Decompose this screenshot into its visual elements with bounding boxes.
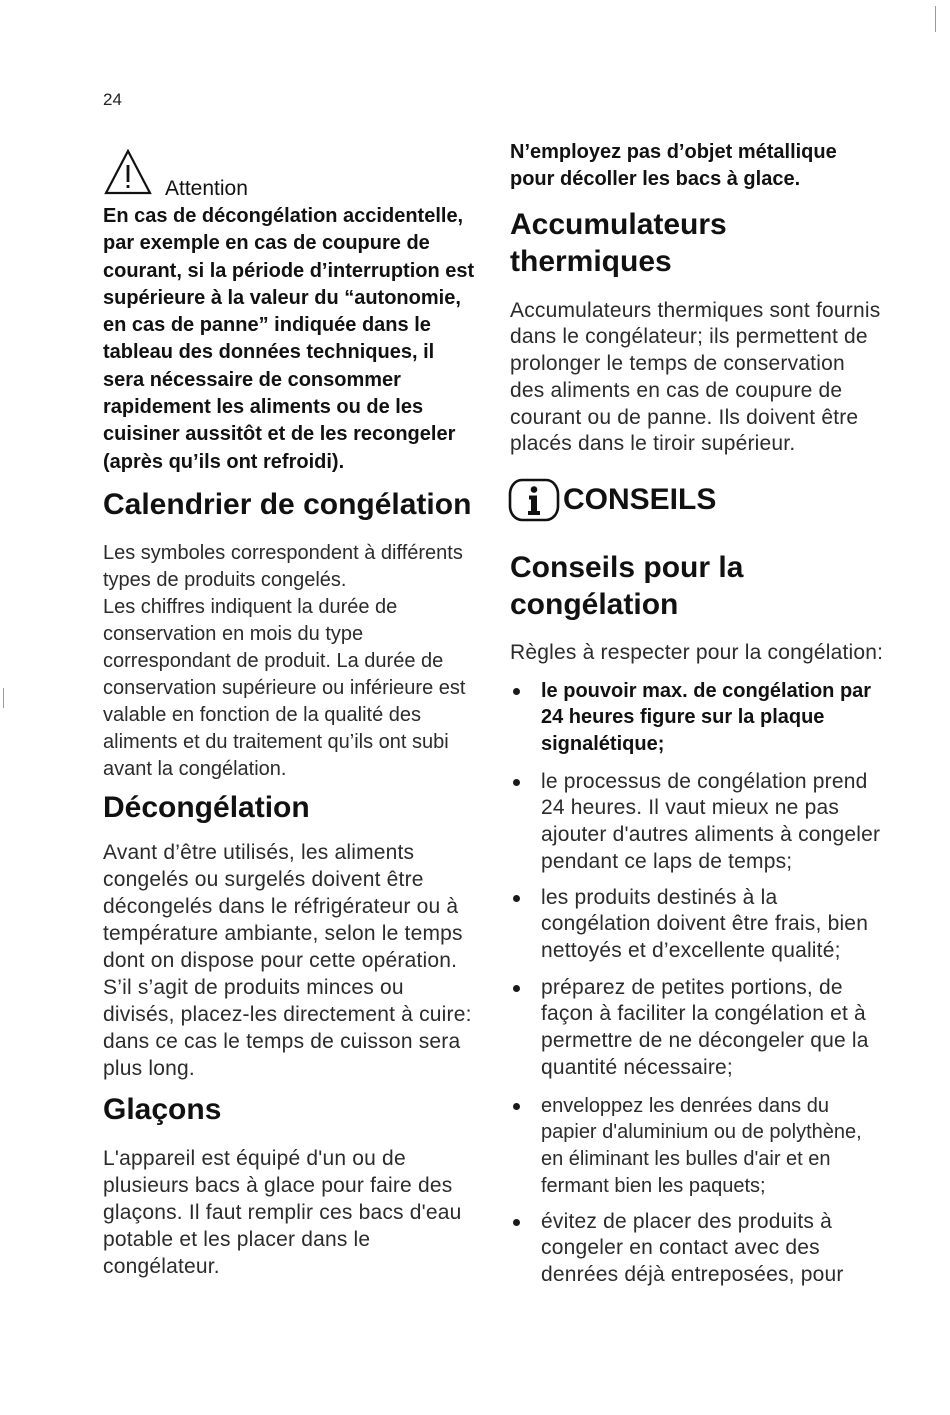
bullet-marker — [513, 1219, 520, 1226]
attention-line: sera nécessaire de consommer — [103, 368, 401, 391]
attention-line: en cas de panne” indiquée dans le — [103, 314, 431, 337]
list-item — [541, 769, 880, 876]
attention-line: par exemple en cas de coupure de — [103, 232, 430, 255]
list-item-line: permettre de ne décongeler que la — [541, 1029, 869, 1053]
scan-mark — [3, 688, 4, 708]
accumulateurs-line: des aliments en cas de coupure de — [510, 378, 843, 402]
accumulateurs-line: prolonger le temps de conservation — [510, 352, 845, 376]
glacons-line: L'appareil est équipé d'un ou de — [103, 1146, 406, 1170]
list-item — [541, 1093, 862, 1200]
conseils-label: CONSEILS — [563, 483, 717, 516]
list-item — [541, 885, 868, 965]
calendrier-line: conservation en mois du type — [103, 622, 364, 645]
list-item-line: évitez de placer des produits à — [541, 1209, 833, 1233]
glacons-note-line: pour décoller les bacs à glace. — [510, 168, 801, 190]
decongelation-line: S’il s’agit de produits minces ou — [103, 975, 404, 999]
list-item — [541, 975, 869, 1082]
calendrier-line: types de produits congelés. — [103, 568, 347, 591]
accumulateurs-line: dans le congélateur; ils permettent de — [510, 325, 868, 349]
list-item-line: congeler en contact avec des — [541, 1236, 820, 1260]
decongelation-line: congelés ou surgelés doivent être — [103, 867, 424, 891]
glacons-note-line: N’employez pas d’objet métallique — [510, 140, 837, 163]
accumulateurs-paragraph — [510, 298, 880, 459]
conseils-intro-line: Règles à respecter pour la congélation: — [510, 640, 884, 664]
attention-paragraph — [103, 203, 474, 476]
bullet-marker — [513, 895, 520, 902]
list-item-line: pendant ce laps de temps; — [541, 849, 793, 873]
accumulateurs-line: Accumulateurs thermiques sont fournis — [510, 298, 881, 322]
bullet-marker — [513, 779, 520, 786]
list-item-line: papier d'aluminium ou de polythène, — [541, 1121, 862, 1144]
list-item-line: le processus de congélation prend — [541, 769, 868, 793]
conseils-heading-line: congélation — [510, 587, 679, 621]
list-item-line: 24 heures. Il vaut mieux ne pas — [541, 796, 840, 820]
calendrier-heading: Calendrier de congélation — [103, 488, 472, 521]
decongelation-heading: Décongélation — [103, 791, 310, 824]
decongelation-line: décongelés dans le réfrigérateur ou à — [103, 894, 459, 918]
scan-mark — [935, 6, 936, 32]
bullet-marker — [513, 688, 520, 695]
accumulateurs-heading-line: Accumulateurs — [510, 207, 727, 241]
list-item-line: en éliminant les bulles d'air et en — [541, 1148, 831, 1171]
warning-triangle-icon — [104, 149, 152, 196]
glacons-line: glaçons. Il faut remplir ces bacs d'eau — [103, 1200, 462, 1224]
calendrier-line: Les symboles correspondent à différents — [103, 541, 463, 564]
conseils-heading-line: Conseils pour la — [510, 550, 744, 584]
list-item-line: quantité nécessaire; — [541, 1055, 733, 1079]
list-item-line: ajouter d'autres aliments à congeler — [541, 823, 881, 847]
decongelation-line: température ambiante, selon le temps — [103, 921, 463, 945]
calendrier-line: Les chiffres indiquent la durée de — [103, 595, 398, 618]
calendrier-line: conservation supérieure ou inférieure est — [103, 676, 466, 699]
bullet-marker — [513, 985, 520, 992]
list-item-line: nettoyés et d’excellente qualité; — [541, 939, 841, 963]
calendrier-line: valable en fonction de la qualité des — [103, 703, 422, 726]
glacons-heading: Glaçons — [103, 1093, 222, 1126]
attention-label: Attention — [165, 177, 248, 200]
list-item — [541, 1209, 844, 1289]
decongelation-line: dont on dispose pour cette opération. — [103, 948, 458, 972]
accumulateurs-line: courant ou de panne. Ils doivent être — [510, 405, 859, 429]
accumulateurs-heading — [510, 206, 727, 280]
attention-line: tableau des données techniques, il — [103, 341, 435, 364]
list-item-line: façon à faciliter la congélation et à — [541, 1002, 866, 1026]
list-item-line: denrées déjà entreposées, pour — [541, 1263, 844, 1287]
list-item-line: préparez de petites portions, de — [541, 975, 843, 999]
calendrier-line: aliments et du traitement qu’ils ont subi — [103, 730, 449, 753]
list-item-line: congélation doivent être frais, bien — [541, 912, 869, 936]
accumulateurs-heading-line: thermiques — [510, 244, 672, 278]
list-item-line: 24 heures figure sur la plaque — [541, 706, 825, 729]
calendrier-paragraph — [103, 540, 465, 783]
decongelation-line: divisés, placez-les directement à cuire: — [103, 1002, 472, 1026]
attention-line: En cas de décongélation accidentelle, — [103, 205, 464, 227]
decongelation-line: dans ce cas le temps de cuisson sera — [103, 1029, 461, 1053]
decongelation-line: Avant d’être utilisés, les aliments — [103, 840, 415, 864]
glacons-line: congélateur. — [103, 1254, 220, 1278]
attention-line: courant, si la période d’interruption est — [103, 259, 475, 282]
attention-line: cuisiner aussitôt et de les recongeler — [103, 423, 456, 446]
decongelation-paragraph — [103, 839, 472, 1082]
info-icon — [508, 478, 560, 522]
decongelation-line: plus long. — [103, 1056, 195, 1080]
list-item-line: signalétique; — [541, 733, 665, 756]
conseils-intro — [510, 639, 883, 666]
conseils-heading — [510, 549, 743, 623]
list-item-line: le pouvoir max. de congélation par — [541, 679, 872, 702]
calendrier-line: correspondant de produit. La durée de — [103, 649, 444, 672]
list-item-line: fermant bien les paquets; — [541, 1174, 766, 1197]
list-item-line: enveloppez les denrées dans du — [541, 1094, 829, 1117]
list-item-line: les produits destinés à la — [541, 885, 778, 909]
bullet-marker — [513, 1103, 520, 1110]
attention-line: supérieure à la valeur du “autonomie, — [103, 286, 461, 309]
page-number: 24 — [103, 90, 122, 109]
calendrier-line: avant la congélation. — [103, 757, 287, 780]
glacons-line: plusieurs bacs à glace pour faire des — [103, 1173, 453, 1197]
accumulateurs-line: placés dans le tiroir supérieur. — [510, 432, 796, 456]
attention-line: rapidement les aliments ou de les — [103, 396, 424, 419]
glacons-note — [510, 139, 837, 194]
glacons-paragraph — [103, 1145, 461, 1280]
attention-line: (après qu’ils ont refroidi). — [103, 450, 345, 473]
list-item — [541, 678, 871, 758]
glacons-line: potable et les placer dans le — [103, 1227, 371, 1251]
